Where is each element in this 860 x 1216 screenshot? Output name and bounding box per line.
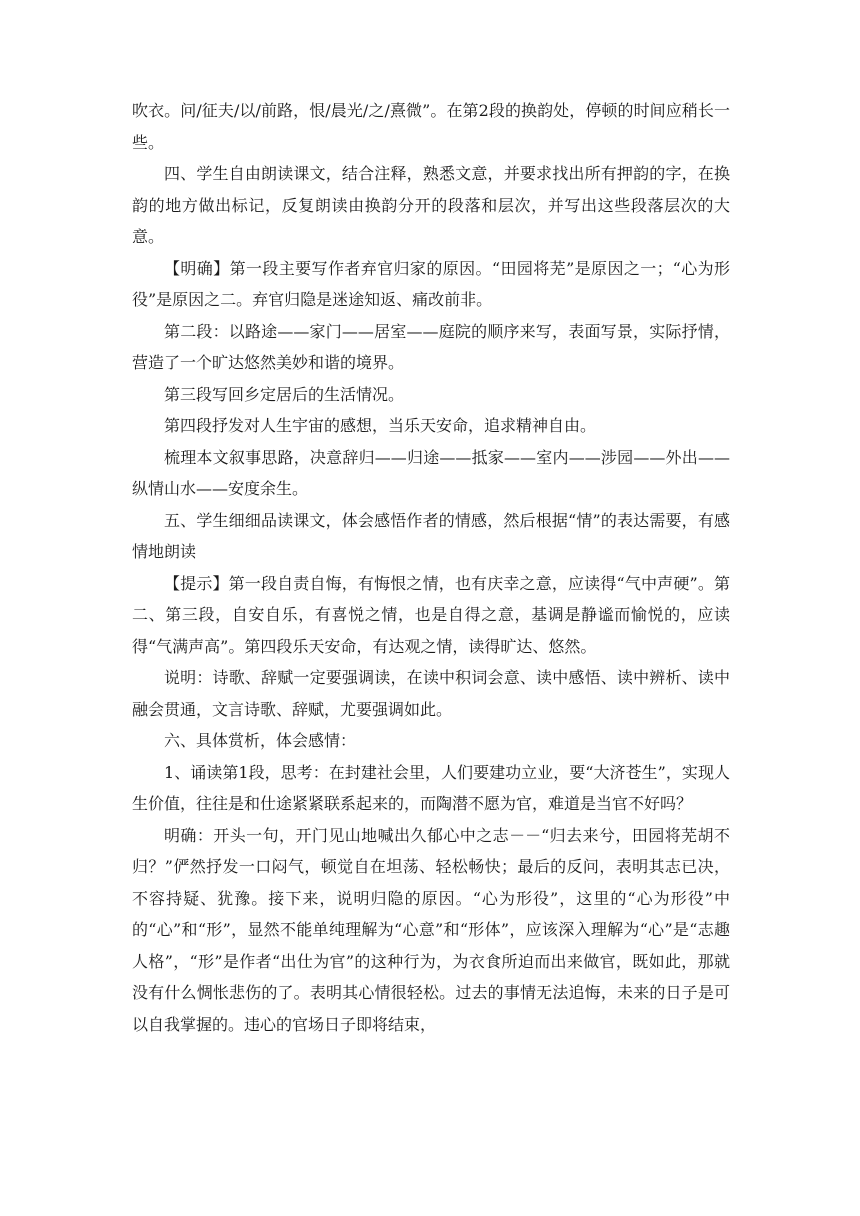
paragraph-section-three: 第三段写回乡定居后的生活情况。	[164, 384, 405, 404]
paragraph-answer-one: 明确：开头一句，开门见山地喊出久郁心中之志－－“归去来兮，田园将芜胡不归？”俨然抒发一口闷气，顿觉自在坦荡、轻松畅快；最后的反问，表明其志已决，不容持疑、犹豫。接下来，说明归隐的原因。“心为形役”，这里的“心为形役”中的“心”和“形”，显然不能单纯理解为“心意”和“形体”，应该深入理解为“心”是“志趣人格”，“形”是作者“出仕为官”的这种行为，为衣食所迫而出来做官，既如此，那就没有什么惆怅悲伤的了。表明其心情很轻松。过去的事情无法追悔，未来的日子是可以自我掌握的。违心的官场日子即将结束，	[132, 825, 730, 1034]
paragraph-step-five: 五、学生细细品读课文，体会感悟作者的情感，然后根据“情”的表达需要，有感情地朗读	[132, 510, 730, 561]
paragraph-step-six: 六、具体赏析，体会感情：	[164, 731, 357, 750]
paragraph-narrative-outline: 梳理本文叙事思路，决意辞归——归途——抵家——室内——涉园——外出——纵情山水——安度余生。	[132, 447, 730, 498]
paragraph-section-two: 第二段：以路途——家门——居室——庭院的顺序来写，表面写景，实际抒情，营造了一个旷达悠然美妙和谐的境界。	[132, 321, 730, 372]
paragraph-step-four: 四、学生自由朗读课文，结合注释，熟悉文意，并要求找出所有押韵的字，在换韵的地方做出标记，反复朗读由换韵分开的段落和层次，并写出这些段落层次的大意。	[132, 164, 730, 246]
paragraph-note: 说明：诗歌、辞赋一定要强调读，在读中积词会意、读中感悟、读中辨析、读中融会贯通，文言诗歌、辞赋，尤要强调如此。	[132, 668, 730, 719]
paragraph-question-one: 1、诵读第1段，思考：在封建社会里，人们要建功立业，要“大济苍生”，实现人生价值，往往是和仕途紧紧联系起来的，而陶潜不愿为官，难道是当官不好吗？	[132, 762, 730, 813]
paragraph-section-four: 第四段抒发对人生宇宙的感想，当乐天安命，追求精神自由。	[164, 416, 597, 435]
paragraph-clarification: 【明确】第一段主要写作者弃官归家的原因。“田园将芜”是原因之一；“心为形役”是原因之二。弃官归隐是迷途知返、痛改前非。	[132, 258, 730, 309]
paragraph-hint: 【提示】第一段自责自悔，有悔恨之情，也有庆幸之意，应读得“气中声硬”。第二、第三段，自安自乐，有喜悦之情，也是自得之意，基调是静谧而愉悦的，应读得“气满声高”。第四段乐天安命，有达观之情，读得旷达、悠然。	[132, 573, 730, 656]
paragraph-continuation: 吹衣。问/征夫/以/前路，恨/晨光/之/熹微”。在第2段的换韵处，停顿的时间应稍长一些。	[132, 101, 730, 152]
document-body	[132, 95, 730, 1040]
